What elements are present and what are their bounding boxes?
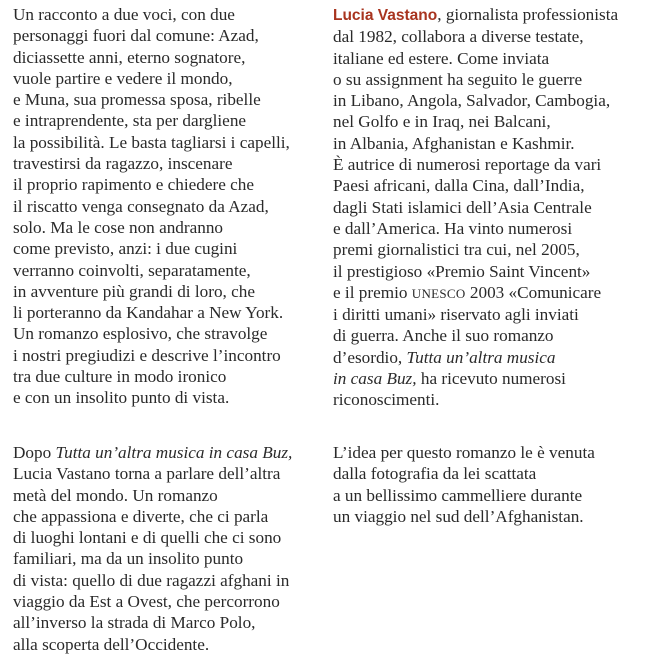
text-line: come previsto, anzi: i due cugini <box>13 239 238 259</box>
text-line: Un racconto a due voci, con due <box>13 5 235 24</box>
text-span: ha ricevuto numerosi <box>416 369 566 389</box>
text-line: e Muna, sua promessa sposa, ribelle <box>13 90 261 110</box>
text-line: e con un insolito punto di vista. <box>13 388 230 408</box>
text-line: all’inverso la strada di Marco Polo, <box>13 613 256 633</box>
text-line: che appassiona e diverte, che ci parla <box>13 506 269 526</box>
text-line: diciassette anni, eterno sognatore, <box>13 47 246 67</box>
text-line: solo. Ma le cose non andranno <box>13 217 224 237</box>
text-line: viaggio da Est a Ovest, che percorrono <box>13 592 280 612</box>
comparison-paragraph <box>13 442 331 655</box>
text-span: Dopo <box>13 443 56 462</box>
text-span: , giornalista professionista <box>437 5 619 24</box>
text-line <box>333 282 649 304</box>
text-line: premi giornalistici tra cui, nel 2005, <box>333 240 580 260</box>
text-line: e intraprendente, sta per dargliene <box>13 111 247 131</box>
text-line: Lucia Vastano torna a parlare dell’altra <box>13 464 281 484</box>
text-line: alla scoperta dell’Occidente. <box>13 634 210 654</box>
text-line: nel Golfo e in Iraq, nei Balcani, <box>333 112 551 132</box>
text-line: di luoghi lontani e di quelli che ci sono <box>13 528 282 548</box>
inspiration-paragraph <box>333 442 649 527</box>
text-line: di guerra. Anche il suo romanzo <box>333 326 554 346</box>
text-line: il riscatto venga consegnato da Azad, <box>13 196 269 216</box>
text-line: Un romanzo esplosivo, che stravolge <box>13 324 268 344</box>
text-line: in Libano, Angola, Salvador, Cambogia, <box>333 91 611 111</box>
text-line: il prestigioso «Premio Saint Vincent» <box>333 261 591 281</box>
text-line <box>13 442 331 463</box>
text-line: la possibilità. Le basta tagliarsi i capelli, <box>13 132 290 152</box>
text-line: tra due culture in modo ironico <box>13 367 227 387</box>
text-line: italiane ed estere. Come inviata <box>333 48 550 68</box>
text-line: travestirsi da ragazzo, inscenare <box>13 154 233 174</box>
text-line: Paesi africani, dalla Cina, dall’India, <box>333 176 585 196</box>
text-span: 2003 «Comunicare <box>465 282 602 302</box>
text-line: È autrice di numerosi reportage da vari <box>333 155 602 175</box>
text-line: dalla fotografia da lei scattata <box>333 464 537 484</box>
text-line: un viaggio nel sud dell’Afghanistan. <box>333 506 584 526</box>
text-line: familiari, ma da un insolito punto <box>13 549 244 569</box>
text-line: il proprio rapimento e chiedere che <box>13 175 254 195</box>
debut-book-title: in casa Buz, <box>333 369 417 389</box>
text-line: dagli Stati islamici dell’Asia Centrale <box>333 197 592 217</box>
text-line: verranno coinvolti, separatamente, <box>13 260 251 280</box>
text-line: metà del mondo. Un romanzo <box>13 485 218 505</box>
previous-book-title: Tutta un’altra musica in casa Buz, <box>55 443 293 462</box>
text-line: in Albania, Afghanistan e Kashmir. <box>333 133 575 153</box>
text-line <box>333 347 649 368</box>
text-line: i diritti umani» riservato agli inviati <box>333 305 579 325</box>
text-line <box>333 368 649 389</box>
text-line <box>333 4 649 26</box>
text-line: L’idea per questo romanzo le è venuta <box>333 443 595 462</box>
text-line: vuole partire e vedere il mondo, <box>13 68 233 88</box>
debut-book-title: Tutta un’altra musica <box>406 347 556 367</box>
text-span: d’esordio, <box>333 347 407 367</box>
unesco-acronym: UNESCO <box>411 285 466 301</box>
author-name: Lucia Vastano <box>333 7 438 24</box>
text-line: a un bellissimo cammelliere durante <box>333 485 583 505</box>
synopsis-paragraph <box>13 4 331 409</box>
text-line: li porteranno da Kandahar a New York. <box>13 303 284 323</box>
text-line: riconoscimenti. <box>333 390 440 410</box>
text-line: di vista: quello di due ragazzi afghani in <box>13 570 290 590</box>
text-line: i nostri pregiudizi e descrive l’incontro <box>13 345 281 365</box>
text-line: dal 1982, collabora a diverse testate, <box>333 27 584 47</box>
text-span: e il premio <box>333 282 412 302</box>
text-line: personaggi fuori dal comune: Azad, <box>13 26 259 46</box>
author-bio-paragraph <box>333 4 649 411</box>
text-line: e dall’America. Ha vinto numerosi <box>333 218 573 238</box>
text-line: in avventure più grandi di loro, che <box>13 281 255 301</box>
text-line: o su assignment ha seguito le guerre <box>333 69 583 89</box>
